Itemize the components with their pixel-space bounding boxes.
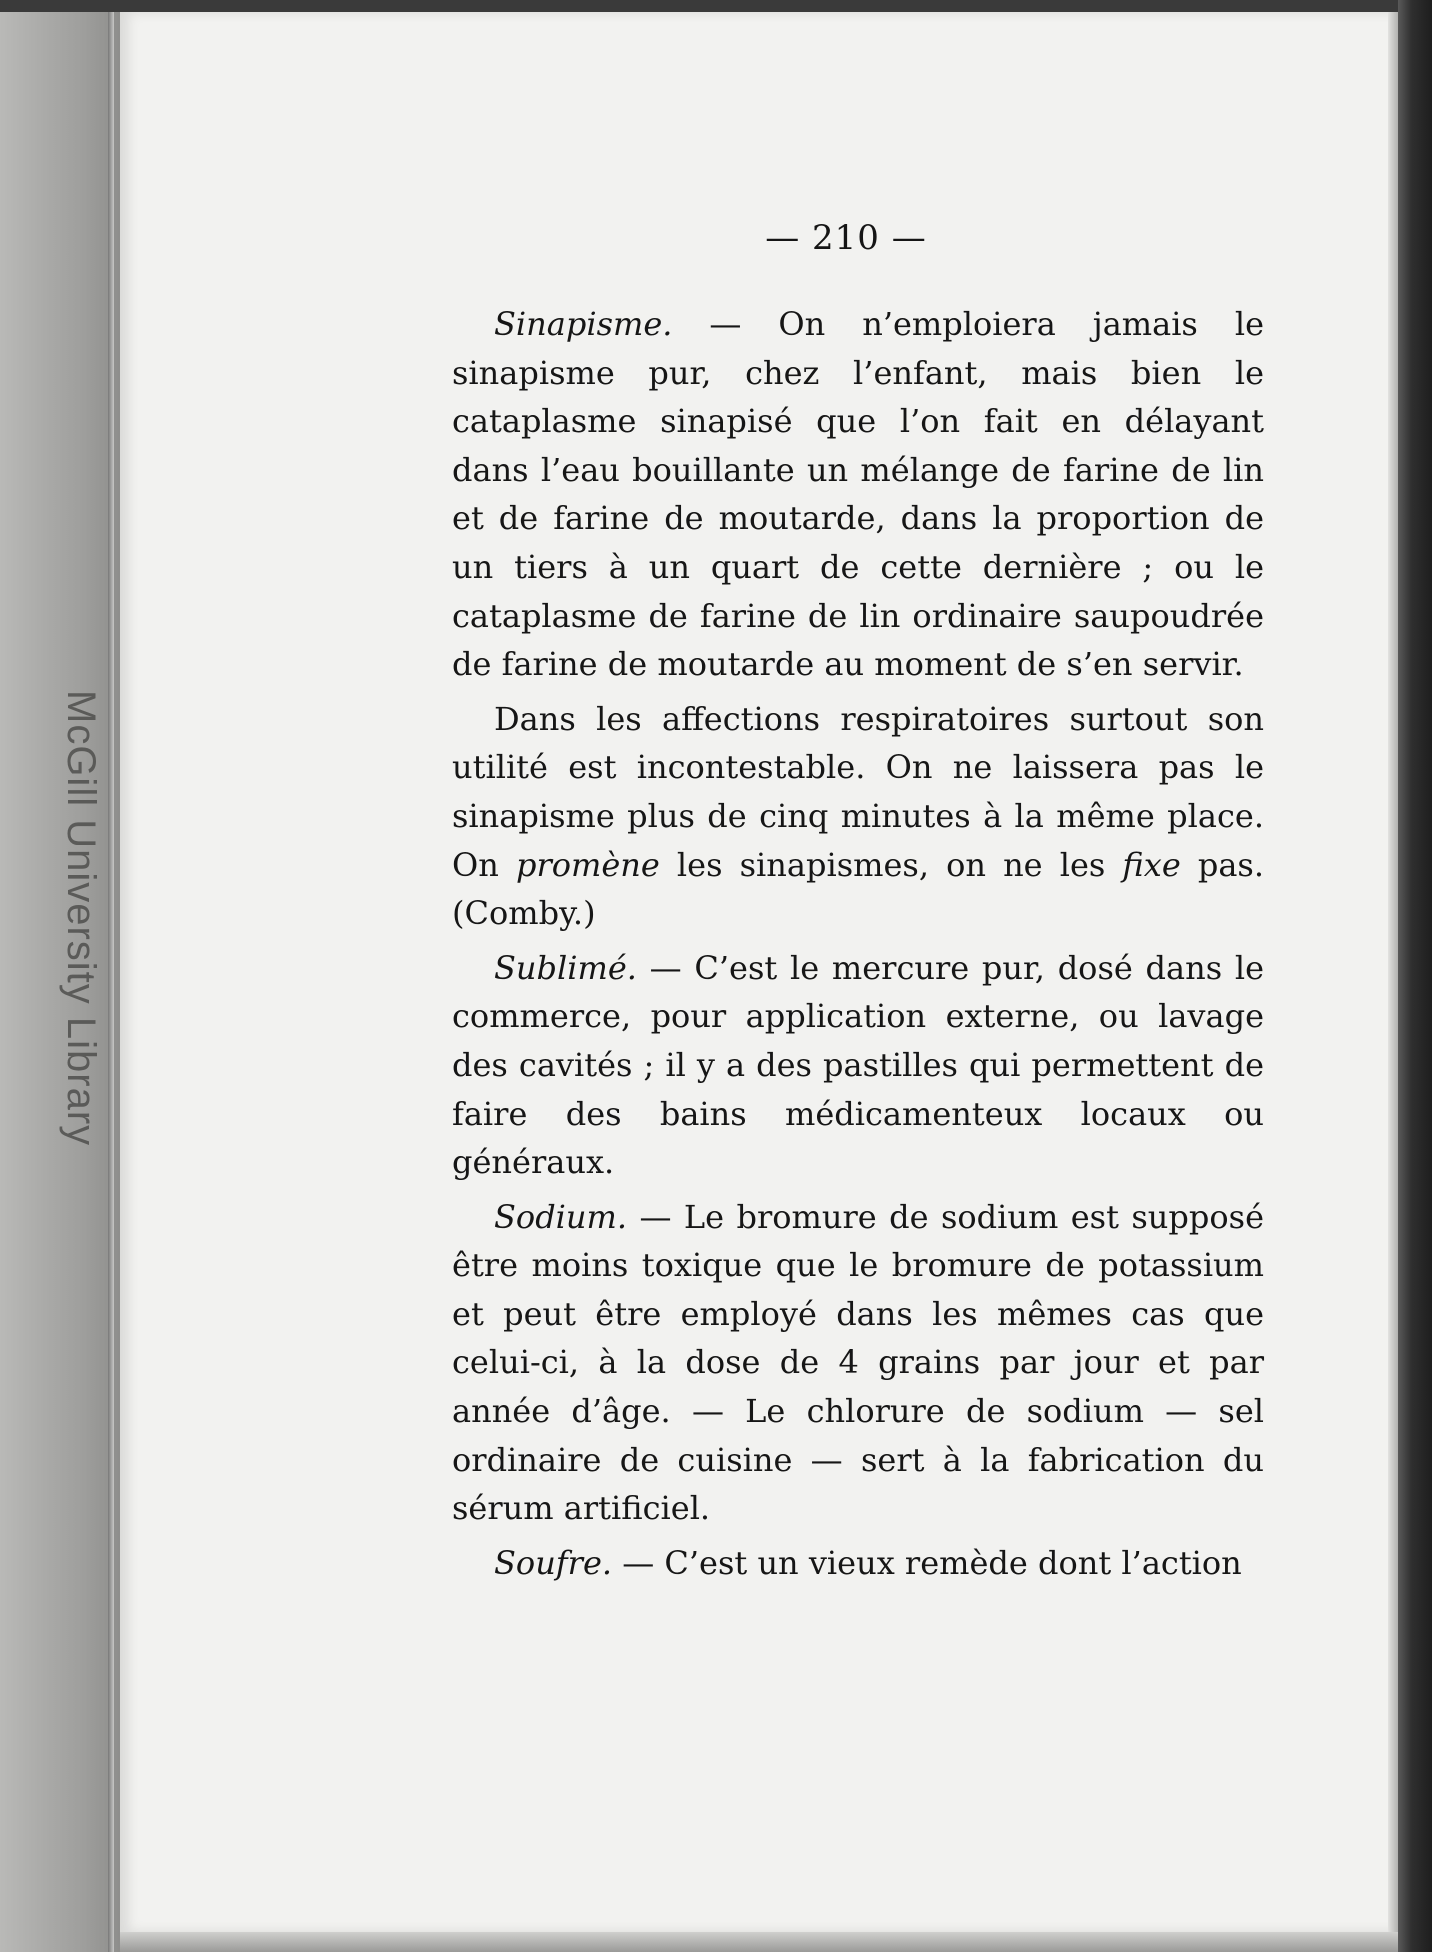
page-gutter-shadow xyxy=(108,12,114,1952)
emphasis-text: fixe xyxy=(1122,845,1181,884)
library-stamp: McGill University Library xyxy=(59,690,103,1147)
entry-term: Sublimé. xyxy=(494,948,637,987)
paragraph-sinapisme-usage xyxy=(452,695,1264,938)
entry-sinapisme xyxy=(452,300,1264,689)
entry-term: Soufre. xyxy=(494,1543,613,1582)
paragraph-text: Dans les affections respiratoires surtout son utilité est incontestable. On ne laissera pas le sinapisme plus de cinq minutes à la même place. On xyxy=(452,699,1264,884)
scan-top-border xyxy=(0,0,1432,12)
entry-text: Le bromure de sodium est supposé être moins toxique que le bromure de potassium et peut être employé dans les mêmes cas que celui-ci, à la dose de 4 grains par jour et par année d’âge. — Le chlorure de sodium — sel ordinaire de cuisine — sert à la fabrication du sérum artificiel. xyxy=(452,1197,1265,1528)
page-bottom-edge xyxy=(120,1932,1398,1952)
emphasis-text: promène xyxy=(515,845,660,884)
entry-text: On n’emploiera jamais le sinapisme pur, chez l’enfant, mais bien le cataplasme sinapisé que l’on fait en délayant dans l’eau bouillante un mélange de farine de lin et de farine de moutarde, dans la proportion de un tiers à un quart de cette dernière ; ou le cataplasme de farine de lin ordinaire saupoudrée de farine de moutarde au moment de s’en servir. xyxy=(452,305,1265,684)
page-number: — 210 — xyxy=(765,218,927,258)
entry-text: C’est le mercure pur, dosé dans le commerce, pour application externe, ou lavage des cavités ; il y a des pastilles qui permettent de faire des bains médicamenteux locaux ou généraux. xyxy=(452,948,1264,1182)
entry-sublime xyxy=(452,944,1264,1187)
paragraph-text: pas. (Comby.) xyxy=(452,845,1265,933)
entry-term: Sinapisme. xyxy=(494,305,673,343)
entry-dash: — xyxy=(627,1197,684,1236)
entry-soufre xyxy=(452,1539,1264,1588)
entry-sodium xyxy=(452,1193,1264,1533)
entry-text: C’est un vieux remède dont l’action xyxy=(664,1543,1242,1582)
entry-dash: — xyxy=(636,948,695,987)
scan-right-border xyxy=(1398,0,1432,1952)
entry-term: Sodium. xyxy=(494,1197,628,1236)
entry-dash: — xyxy=(612,1543,665,1582)
paragraph-text: les sinapismes, on ne les xyxy=(659,845,1123,884)
entry-dash: — xyxy=(672,305,779,343)
body-text xyxy=(452,300,1264,1593)
